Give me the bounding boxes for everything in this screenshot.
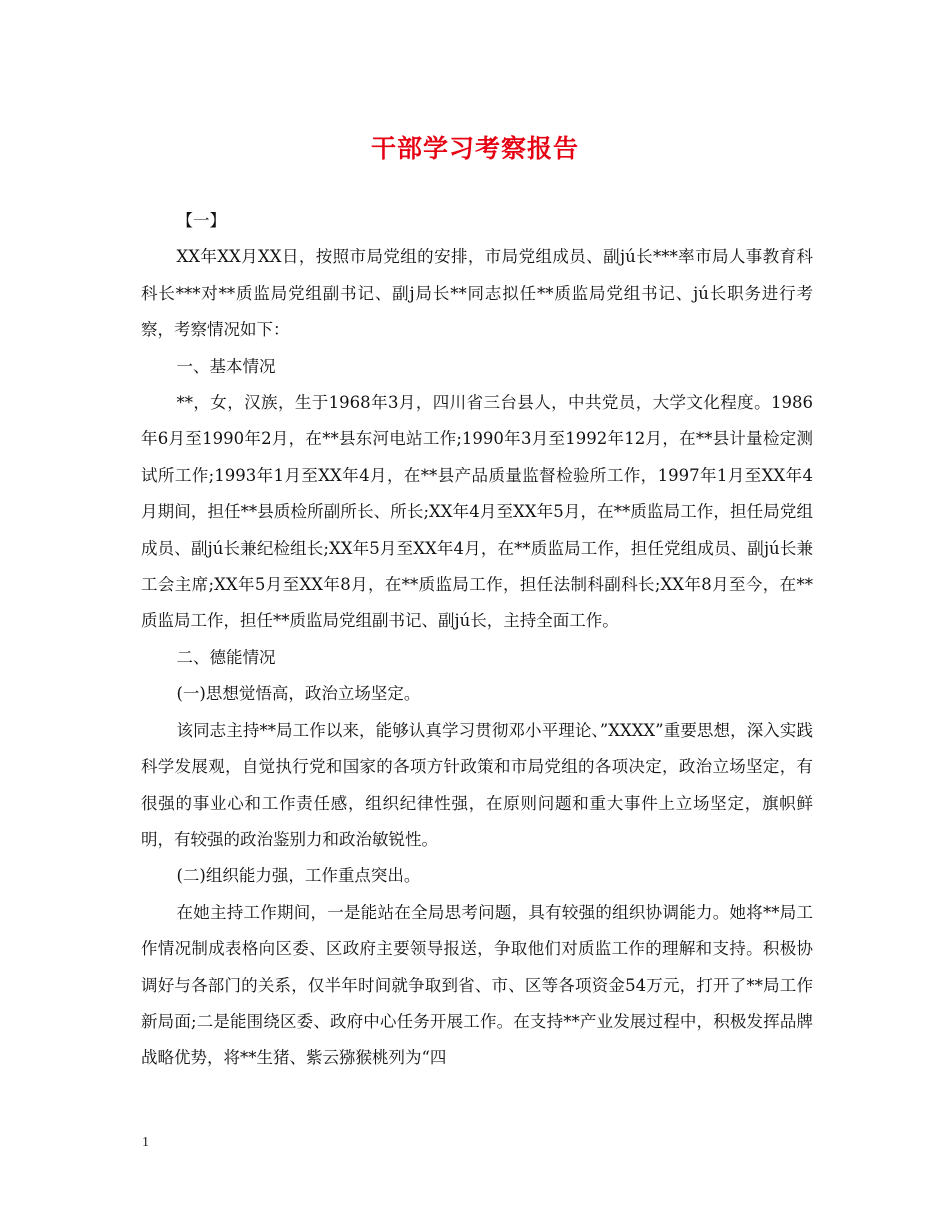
document-body (141, 203, 813, 1077)
subheading-political-awareness: (一)思想觉悟高，政治立场坚定。 (176, 684, 421, 704)
page-number: 1 (142, 1135, 149, 1150)
paragraph-organizational-ability: 在她主持工作期间，一是能站在全局思考问题，具有较强的组织协调能力。她将**局工作情况制成表格向区委、区政府主要领导报送，争取他们对质监工作的理解和支持。积极协调好与各部门的关系，仅半年时间就争取到省、市、区等各项资金54万元，打开了**局工作新局面;二是能围绕区委、政府中心任务开展工作。在支持**产业发展过程中，积极发挥品牌战略优势，将**生猪、紫云猕猴桃列为“四 (141, 902, 813, 1068)
subheading-organizational-ability: (二)组织能力强，工作重点突出。 (176, 866, 421, 886)
document-title: 干部学习考察报告 (370, 134, 579, 163)
heading-moral-ability: 二、德能情况 (176, 647, 276, 667)
heading-basic-info: 一、基本情况 (176, 356, 276, 376)
paragraph-political-awareness: 该同志主持**局工作以来，能够认真学习贯彻邓小平理论、”XXXX”重要思想，深入实践科学发展观，自觉执行党和国家的各项方针政策和市局党组的各项决定，政治立场坚定，有很强的事业心和工作责任感，组织纪律性强，在原则问题和重大事件上立场坚定，旗帜鲜明，有较强的政治鉴别力和政治敏锐性。 (141, 720, 813, 849)
section-marker: 【一】 (176, 211, 226, 230)
paragraph-basic-info: **，女，汉族，生于1968年3月，四川省三台县人，中共党员，大学文化程度。1986年6月至1990年2月，在**县东河电站工作;1990年3月至1992年12月，在**县计量检定测试所工作;1993年1月至XX年4月，在**县产品质量监督检验所工作，1997年1月至XX年4月期间，担任**县质检所副所长、所长;XX年4月至XX年5月，在**质监局工作，担任局党组成员、副jú长兼纪检组长;XX年5月至XX年4月，在**质监局工作，担任党组成员、副jú长兼工会主席;XX年5月至XX年8月，在**质监局工作，担任法制科副科长;XX年8月至今，在**质监局工作，担任**质监局党组副书记、副jú长，主持全面工作。 (141, 393, 813, 631)
paragraph-intro: XX年XX月XX日，按照市局党组的安排，市局党组成员、副jú长***率市局人事教育科科长***对**质监局党组副书记、副j局长**同志拟任**质监局党组书记、jú长职务进行考察，考察情况如下： (141, 247, 813, 340)
